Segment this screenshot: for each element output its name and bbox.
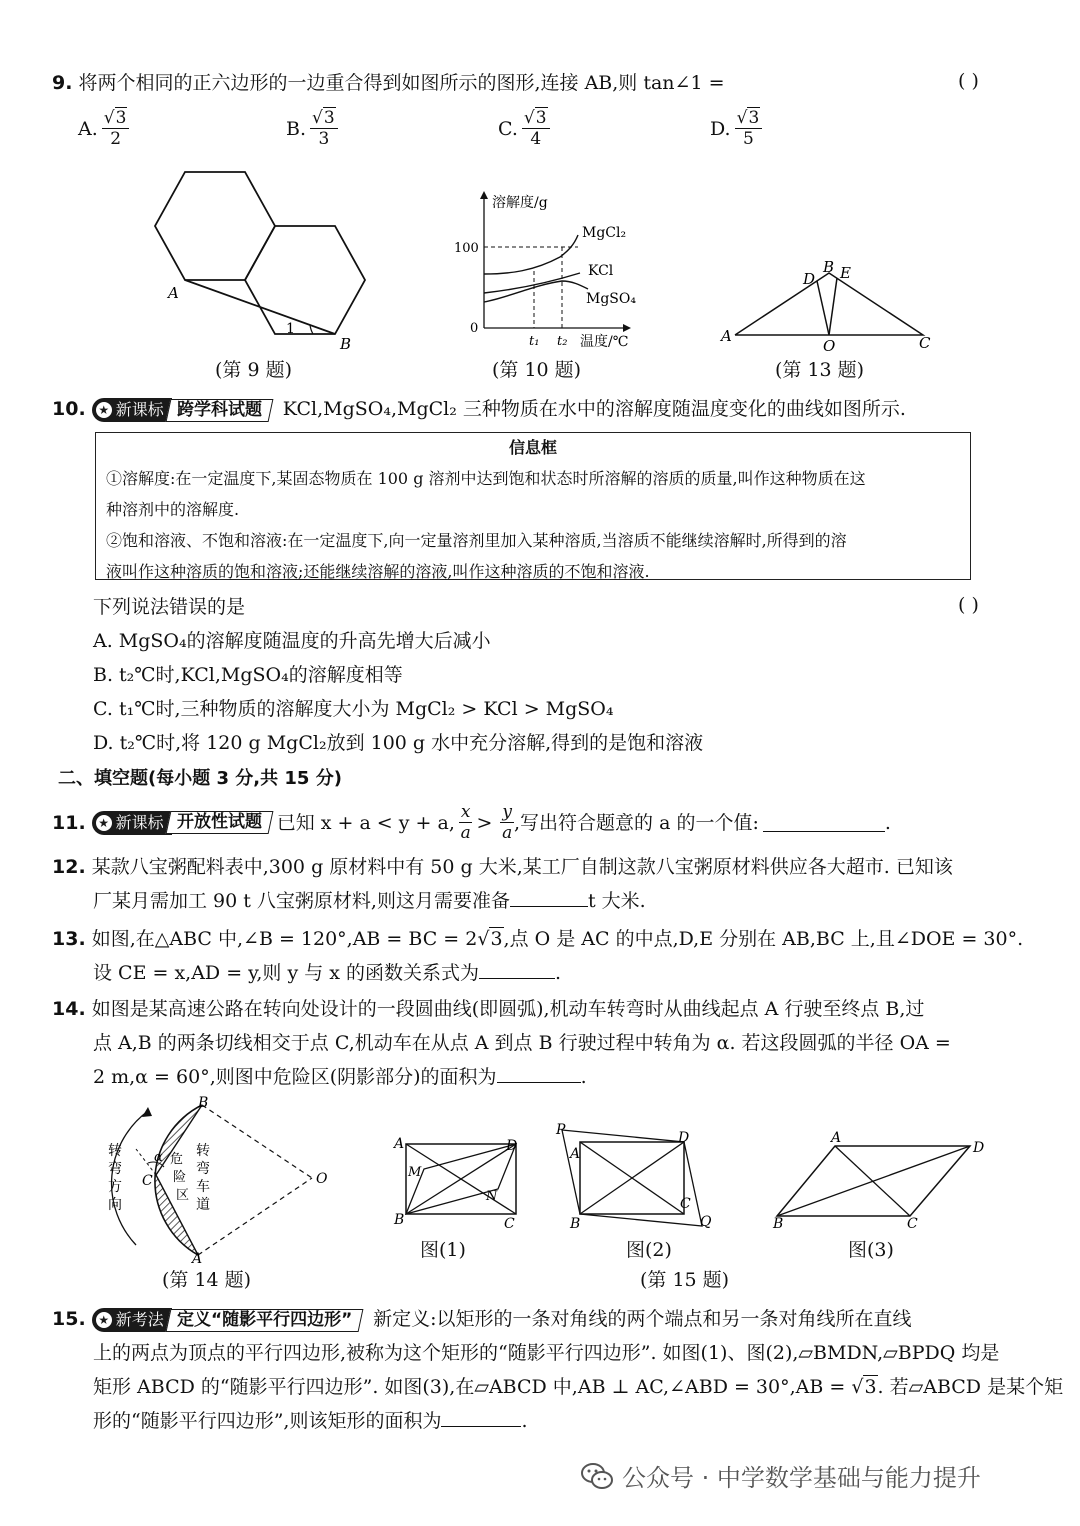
q9-option-d-num: 3: [748, 108, 760, 128]
fig10-origin: 0: [470, 321, 479, 336]
fig13-label-o: O: [823, 337, 836, 355]
q11-tag: [92, 811, 271, 835]
q14-label-o: O: [316, 1171, 328, 1187]
q14-dir-3: 方: [108, 1179, 122, 1195]
watermark: [580, 1458, 981, 1493]
q14-radius-ob: [202, 1105, 312, 1178]
q14-label-a: A: [192, 1251, 203, 1265]
fig10-series-mgcl2: MgCl₂: [582, 225, 627, 241]
q9-segment-ab: [185, 280, 335, 334]
star-icon: ★: [96, 815, 112, 831]
q9-label-b: B: [340, 335, 352, 353]
fig15-2-label-p: P: [556, 1122, 566, 1138]
q11-tag2-label: 开放性试题: [176, 812, 262, 832]
q14-text-1: 如图是某高速公路在转向处设计的一段圆曲线(即圆弧),机动车转弯时从曲线起点 A 行驶至终点 B,过: [91, 998, 925, 1020]
q12-line-1: [52, 850, 953, 884]
star-icon: ★: [96, 402, 112, 418]
q11-tag-type: [165, 811, 273, 834]
fig15-1-label-b: B: [394, 1212, 405, 1228]
q13-line-2: [93, 956, 561, 990]
q15-answer-blank[interactable]: [441, 1408, 521, 1427]
q9-caption: (第 9 题): [215, 359, 292, 381]
fig15-1-caption: 图(1): [420, 1239, 466, 1261]
q11-answer-blank[interactable]: [763, 813, 885, 832]
q15-number: 15.: [52, 1308, 86, 1330]
fig13-label-e: E: [840, 264, 851, 282]
fig13-caption: (第 13 题): [775, 359, 865, 381]
q14-answer-blank[interactable]: [497, 1064, 581, 1083]
q10-info-title: 信息框: [508, 438, 557, 457]
fig15-2-label-a: A: [570, 1146, 581, 1162]
fig13-triangle: [735, 273, 923, 335]
fig15-caption: (第 15 题): [640, 1269, 730, 1291]
q9-option-d: [710, 108, 762, 149]
q9-option-b-fraction: $\frac{√3}{3}$: [310, 108, 338, 149]
fig15-3-label-b: B: [773, 1216, 784, 1228]
q12-line-2: [93, 884, 646, 918]
q10-info-line-2: 种溶剂中的溶解度.: [106, 500, 240, 519]
fig10-series-mgso4: MgSO₄: [586, 291, 636, 307]
q14-lane-2: 弯: [196, 1161, 210, 1177]
q14-caption: (第 14 题): [162, 1269, 252, 1291]
fig10-caption: (第 10 题): [492, 359, 582, 381]
fig15-figure-2: [548, 1118, 723, 1230]
q10-tag1-label: 新课标: [115, 400, 164, 419]
q9-option-c-num: 3: [535, 108, 547, 128]
q9-answer-paren: ( ): [958, 70, 979, 92]
q9-option-a-fraction: $\frac{√3}{2}$: [102, 108, 130, 149]
q12-text-2b: t 大米.: [587, 890, 646, 912]
q10-answer-paren: ( ): [958, 594, 979, 616]
q9-hexagon-left: [155, 172, 275, 280]
q10-info-box: [95, 432, 971, 580]
q11-fraction-y-a: [500, 802, 514, 843]
q9-option-a-num: 3: [115, 108, 127, 128]
q15-line-1: [52, 1302, 912, 1336]
q14-danger-1: 危: [170, 1152, 184, 1167]
fig10-y100: 100: [454, 241, 479, 256]
q15-text-4b: .: [521, 1410, 528, 1432]
q10-option-d: D. t₂℃时,将 120 g MgCl₂放到 100 g 水中充分溶解,得到的是饱和溶液: [93, 732, 704, 754]
fig10-curve-mgcl2: [484, 235, 578, 274]
star-icon: ★: [96, 1312, 112, 1328]
q9-option-c-fraction: $\frac{√3}{4}$: [522, 108, 550, 149]
q11-f1-num: x: [460, 802, 471, 822]
fig15-2-label-d: D: [678, 1130, 690, 1146]
q9-option-b-label: B.: [286, 117, 307, 140]
q15-line-2: 上的两点为顶点的平行四边形,被称为这个矩形的“随影平行四边形”. 如图(1)、图(2),▱BMDN,▱BPDQ 均是: [93, 1342, 1000, 1364]
q14-label-c: C: [142, 1173, 153, 1189]
q9-option-c-label: C.: [498, 117, 518, 140]
q9-option-d-den: 5: [743, 129, 754, 149]
fig10-curve-kcl: [484, 273, 580, 293]
q11-number: 11.: [52, 811, 86, 834]
q10-figure: [450, 185, 660, 355]
q14-lane-1: 转: [196, 1143, 210, 1159]
q9-label-angle1: 1: [286, 321, 295, 337]
q14-direction-arrow: [142, 1107, 152, 1117]
fig15-1-label-m: M: [408, 1165, 422, 1180]
q15-tag-type: [165, 1309, 363, 1332]
q12-answer-blank[interactable]: [510, 888, 588, 907]
q9-stem-line: [52, 66, 725, 100]
q10-question: 下列说法错误的是: [93, 596, 246, 618]
q10-info-line-4: 液叫作这种溶质的饱和溶液;还能继续溶解的溶液,叫作这种溶质的不饱和溶液.: [106, 562, 650, 581]
fig13-label-d: D: [803, 270, 816, 288]
q11-f1-den: a: [460, 823, 471, 843]
fig10-x-arrow: [623, 324, 631, 332]
q12-number: 12.: [52, 856, 86, 878]
q15-sqrt-3: 3: [864, 1376, 877, 1398]
q14-alpha: α: [154, 1150, 163, 1165]
q13-sqrt-3: 3: [490, 928, 503, 950]
q13-text-2b: .: [555, 962, 562, 984]
fig15-2-caption: 图(2): [626, 1239, 672, 1261]
q15-text-4a: 形的“随影平行四边形”,则该矩形的面积为: [93, 1410, 442, 1432]
q14-dir-2: 弯: [108, 1161, 122, 1177]
fig10-xlabel: 温度/℃: [580, 334, 629, 350]
fig15-figure-3: [765, 1128, 995, 1228]
q10-info-line-3: ②饱和溶液、不饱和溶液:在一定温度下,向一定量溶剂里加入某种溶质,当溶质不能继续溶解时,所得到的溶: [106, 531, 847, 550]
q14-lane-3: 车: [196, 1179, 210, 1195]
q11-f2-den: a: [502, 823, 513, 843]
q11-fraction-x-a: [459, 802, 473, 843]
q14-number: 14.: [52, 998, 86, 1020]
q13-answer-blank[interactable]: [479, 960, 555, 979]
q15-tag2-label: 定义“随影平行四边形”: [176, 1309, 353, 1330]
fig10-t2: t₂: [557, 334, 568, 349]
q10-tag2-label: 跨学科试题: [176, 399, 262, 420]
fig13-label-b: B: [823, 258, 835, 276]
q9-option-d-label: D.: [710, 117, 731, 140]
fig10-series-kcl: KCl: [588, 263, 614, 279]
q11-tag1-label: 新课标: [115, 812, 164, 832]
q14-lane-4: 道: [196, 1197, 210, 1213]
section-fill-in-title: 二、填空题(每小题 3 分,共 15 分): [58, 768, 342, 789]
q14-dir-4: 向: [108, 1197, 122, 1213]
fig15-2-label-c: C: [680, 1196, 691, 1212]
fig15-figure-1: [390, 1130, 530, 1230]
q15-text-1: 新定义:以矩形的一条对角线的两个端点和另一条对角线所在直线: [373, 1308, 912, 1330]
fig15-1-label-n: N: [486, 1189, 498, 1204]
q10-number: 10.: [52, 398, 86, 420]
q9-option-c-den: 4: [530, 129, 542, 149]
q14-figure: [100, 1095, 340, 1265]
q10-info-line-1: ①溶解度:在一定温度下,某固态物质在 100 g 溶剂中达到饱和状态时所溶解的溶质的质量,叫作这种物质在这: [106, 469, 866, 488]
fig13-segment-od: [817, 281, 829, 335]
q12-text-2a: 厂某月需加工 90 t 八宝粥原材料,则这月需要准备: [93, 890, 510, 912]
q9-option-a-den: 2: [110, 129, 122, 149]
fig13-label-c: C: [919, 334, 931, 352]
q11-line: [52, 802, 891, 843]
fig13-label-a: A: [721, 327, 732, 345]
q15-text-3a: 矩形 ABCD 的“随影平行四边形”. 如图(3),在▱ABCD 中,AB ⊥ AC,∠ABD = 30°,AB =: [93, 1376, 852, 1398]
q9-label-a: A: [168, 284, 179, 302]
q10-option-a: A. MgSO₄的溶解度随温度的升高先增大后减小: [93, 630, 491, 652]
q11-pre: 已知 x + a < y + a,: [276, 811, 455, 834]
q14-dir-1: 转: [108, 1143, 122, 1159]
fig10-ylabel: 溶解度/g: [492, 195, 548, 211]
q11-f2-num: y: [502, 802, 512, 822]
fig15-1-label-c: C: [504, 1216, 515, 1230]
q9-option-b: [286, 108, 338, 149]
q10-stem-line: [52, 392, 906, 426]
q14-text-3b: .: [580, 1066, 587, 1088]
q11-post: ,写出符合题意的 a 的一个值:: [514, 811, 759, 834]
q14-label-b: B: [198, 1095, 209, 1111]
q10-option-c: C. t₁℃时,三种物质的溶解度大小为 MgCl₂ > KCl > MgSO₄: [93, 698, 614, 720]
q11-tag-new-standard: [92, 811, 172, 835]
q15-text-3b: . 若▱ABCD 是某个矩: [877, 1376, 1064, 1398]
wechat-icon: [580, 1461, 614, 1491]
q10-tag-new-standard: [92, 398, 172, 422]
q9-option-d-fraction: $\frac{√3}{5}$: [735, 108, 763, 149]
q10-option-b: B. t₂℃时,KCl,MgSO₄的溶解度相等: [93, 664, 403, 686]
q15-tag1-label: 新考法: [115, 1310, 164, 1329]
q12-text-1: 某款八宝粥配料表中,300 g 原材料中有 50 g 大米,某工厂自制这款八宝粥原材料供应各大超市. 已知该: [91, 856, 953, 878]
q9-option-b-num: 3: [323, 108, 335, 128]
fig10-y-arrow: [480, 191, 488, 199]
q10-stem: KCl,MgSO₄,MgCl₂ 三种物质在水中的溶解度随温度变化的曲线如图所示.: [282, 398, 906, 420]
q13-text-1b: ,点 O 是 AC 的中点,D,E 分别在 AB,BC 上,且∠DOE = 30°.: [503, 928, 1024, 950]
q9-option-c: [498, 108, 550, 149]
q9-option-b-den: 3: [318, 129, 330, 149]
q9-number: 9.: [52, 72, 73, 94]
q14-radius-oa: [198, 1178, 312, 1255]
q15-line-3: 矩形 ABCD 的“随影平行四边形”. 如图(3),在▱ABCD 中,AB ⊥ AC,∠ABD = 30°,AB = √3. 若▱ABCD 是某个矩: [93, 1376, 1064, 1398]
q14-danger-2: 险: [173, 1170, 187, 1185]
q14-line-2: 点 A,B 的两条切线相交于点 C,机动车在从点 A 到点 B 行驶过程中转角为 α. 若这段圆弧的半径 OA =: [93, 1032, 951, 1054]
fig10-t1: t₁: [529, 334, 540, 349]
q13-text-1a: 如图,在△ABC 中,∠B = 120°,AB = BC = 2: [91, 928, 478, 950]
q10-tag: [92, 398, 271, 422]
q13-figure: [715, 255, 945, 355]
q14-text-3a: 2 m,α = 60°,则图中危险区(阴影部分)的面积为: [93, 1066, 497, 1088]
watermark-text: 公众号 · 中学数学基础与能力提升: [622, 1464, 981, 1492]
q10-tag-type: [165, 399, 273, 422]
q14-line-3: [93, 1060, 587, 1094]
q15-line-4: [93, 1404, 528, 1438]
q14-line-1: [52, 992, 924, 1026]
fig15-2-label-b: B: [570, 1216, 581, 1230]
fig15-3-caption: 图(3): [848, 1239, 894, 1261]
fig15-2-label-q: Q: [700, 1214, 712, 1230]
q9-option-a-label: A.: [78, 117, 98, 140]
q14-danger-3: 区: [176, 1188, 190, 1203]
q13-text-2a: 设 CE = x,AD = y,则 y 与 x 的函数关系式为: [93, 962, 480, 984]
fig13-segment-oe: [829, 278, 837, 335]
fig15-3-label-a: A: [831, 1130, 842, 1146]
q9-figure: [140, 165, 400, 355]
q15-tag-new-method: [92, 1308, 172, 1332]
q9-option-a: [78, 108, 129, 149]
fig15-3-label-d: D: [973, 1140, 985, 1156]
q11-end: .: [884, 811, 891, 834]
fig15-1-label-d: D: [506, 1138, 518, 1154]
q11-gt: >: [476, 811, 493, 834]
q9-hexagon-right: [245, 226, 365, 334]
fig15-1-label-a: A: [394, 1136, 405, 1152]
fig15-3-label-c: C: [907, 1216, 918, 1228]
q13-number: 13.: [52, 928, 86, 950]
q15-tag: [92, 1308, 361, 1332]
q13-line-1: 13. 如图,在△ABC 中,∠B = 120°,AB = BC = 2√3,点 O 是 AC 的中点,D,E 分别在 AB,BC 上,且∠DOE = 30°.: [52, 928, 1024, 950]
q9-stem: 将两个相同的正六边形的一边重合得到如图所示的图形,连接 AB,则 tan∠1 =: [78, 72, 725, 94]
